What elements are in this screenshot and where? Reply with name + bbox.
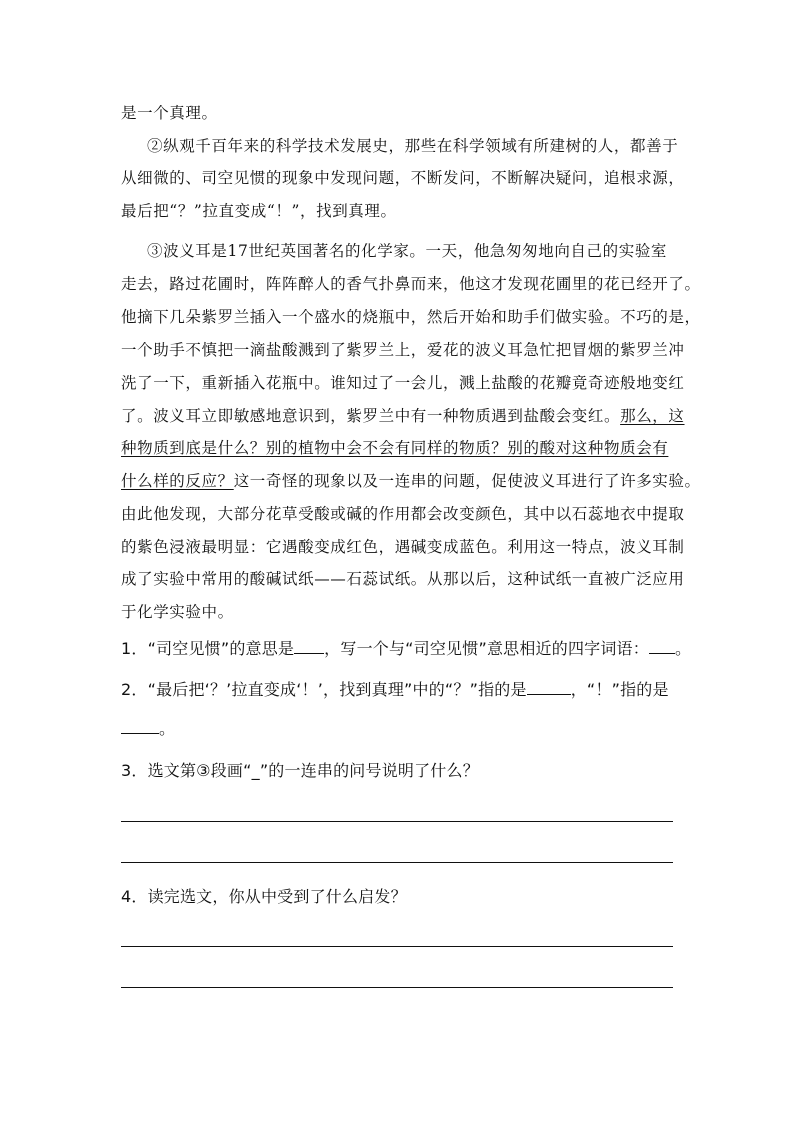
passage-line: 他摘下几朵紫罗兰插入一个盛水的烧瓶中，然后开始和助手们做实验。不巧的是， (121, 308, 701, 326)
passage-line: 的紫色浸液最明显：它遇酸变成红色，遇碱变成蓝色。利用这一特点，波义耳制 (121, 538, 685, 556)
passage-paragraph-2-start: ②纵观千百年来的科学技术发展史，那些在科学领域有所建树的人，都善于 (147, 137, 679, 155)
answer-line[interactable] (121, 862, 673, 863)
passage-line: 一个助手不慎把一滴盐酸溅到了紫罗兰上，爱花的波义耳急忙把冒烟的紫罗兰冲 (121, 341, 685, 359)
passage-line: 是一个真理。 (121, 104, 218, 122)
passage-line: 洗了一下，重新插入花瓶中。谁知过了一会儿，溅上盐酸的花瓣竟奇迹般地变红 (121, 374, 685, 392)
underlined-questions: 什么样的反应？ (121, 472, 234, 490)
passage-line: 成了实验中常用的酸碱试纸——石蕊试纸。从那以后，这种试纸一直被广泛应用 (121, 570, 685, 588)
question-4: 4．读完选文，你从中受到了什么启发？ (121, 887, 407, 906)
answer-blank[interactable] (121, 719, 159, 734)
question-1-text: 1．“司空见惯”的意思是 (121, 639, 295, 658)
question-2-text: 2．“最后把‘？’拉直变成‘！’，找到真理”中的“？”指的是 (121, 680, 527, 699)
answer-line[interactable] (121, 821, 673, 822)
answer-blank[interactable] (527, 680, 571, 695)
question-3: 3．选文第③段画“_”的一连串的问号说明了什么？ (121, 761, 479, 780)
answer-line[interactable] (121, 946, 673, 947)
answer-blank[interactable] (294, 639, 324, 654)
passage-text: 了。波义耳立即敏感地意识到，紫罗兰中有一种物质遇到盐酸会变红。 (121, 407, 621, 425)
question-1-text: ，写一个与“司空见惯”意思相近的四字词语： (324, 639, 649, 658)
passage-line (121, 406, 685, 426)
passage-line: 走去，路过花圃时，阵阵醉人的香气扑鼻而来，他这才发现花圃里的花已经开了。 (121, 275, 701, 293)
passage-text: 这一奇怪的现象以及一连串的问题，促使波义耳进行了许多实验。 (233, 472, 701, 490)
question-1 (121, 638, 692, 660)
passage-line: 最后把“？”拉直变成“！”，找到真理。 (121, 202, 397, 220)
answer-line[interactable] (121, 987, 673, 988)
question-1-text: 。 (674, 639, 692, 658)
underlined-questions: 种物质到底是什么？别的植物中会不会有同样的物质？别的酸对这种物质会有 (121, 439, 669, 457)
underlined-questions: 那么，这 (620, 407, 685, 425)
passage-line: 于化学实验中。 (121, 603, 234, 621)
question-2-continued (121, 718, 681, 740)
passage-line: 从细微的、司空见惯的现象中发现问题，不断发问，不断解决疑问，追根求源， (121, 169, 685, 187)
passage-line: 由此他发现，大部分花草受酸或碱的作用都会改变颜色，其中以石蕊地衣中提取 (121, 505, 685, 523)
question-2-text: 。 (159, 719, 176, 738)
question-2-text: ，“！”指的是 (570, 680, 669, 699)
answer-blank[interactable] (649, 639, 675, 654)
passage-paragraph-3-start: ③波义耳是17世纪英国著名的化学家。一天，他急匆匆地向自己的实验室 (147, 242, 668, 260)
passage-line (121, 471, 701, 491)
question-2 (121, 679, 681, 701)
